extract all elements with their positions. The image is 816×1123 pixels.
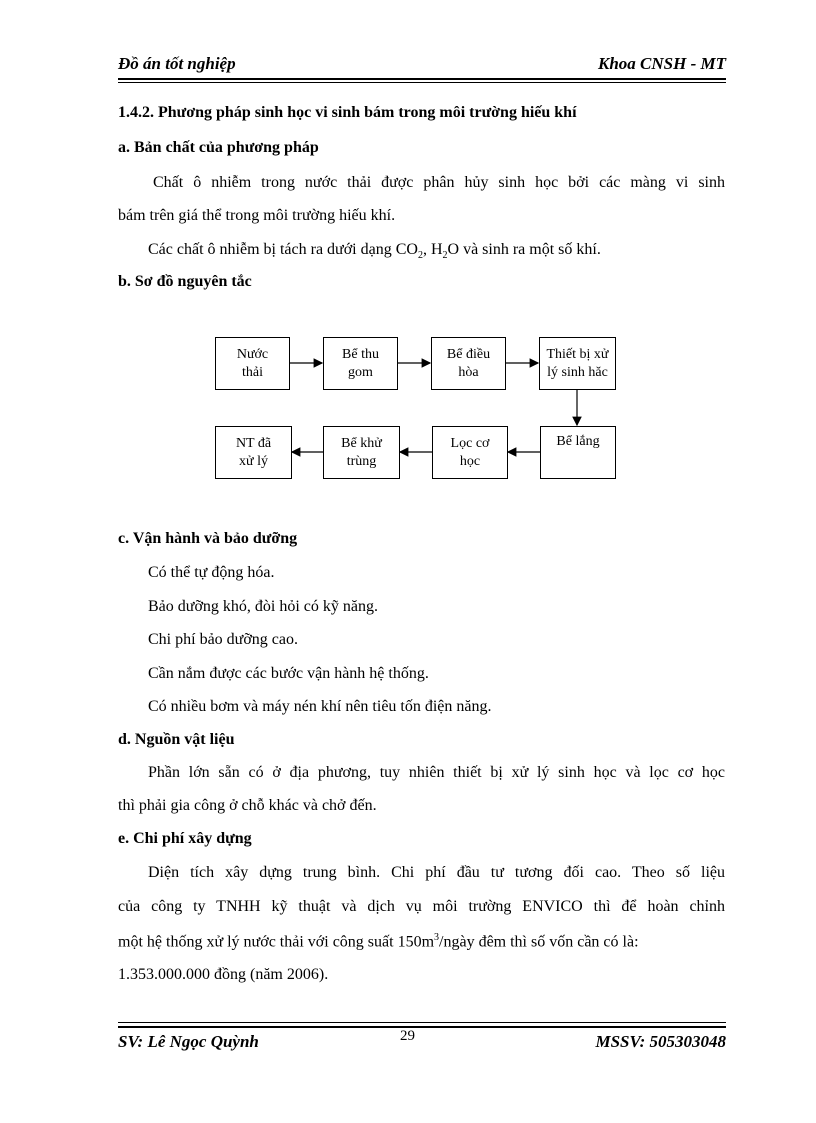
heading-a: a. Bản chất của phương pháp: [118, 139, 319, 156]
header-right: Khoa CNSH - MT: [598, 54, 726, 73]
e-line-1: Diện tích xây dựng trung bình. Chi phí đầu tư tương đối cao. Theo số liệu: [148, 864, 725, 881]
c-item-3: Chi phí bảo dưỡng cao.: [148, 631, 298, 648]
footer-rule-thin: [118, 1022, 726, 1023]
e-line-4: 1.353.000.000 đồng (năm 2006).: [118, 966, 329, 983]
box-be-lang: Bể lắng: [540, 426, 616, 479]
heading-b: b. Sơ đồ nguyên tắc: [118, 273, 252, 290]
footer-rule: [118, 1026, 726, 1028]
a-paragraph-line-2: bám trên giá thể trong môi trường hiếu khí.: [118, 207, 396, 224]
a-paragraph-2: Các chất ô nhiễm bị tách ra dưới dạng $CO_2$, $H_2O$ và sinh ra một số khí.: [148, 241, 601, 262]
c-item-5: Có nhiều bơm và máy nén khí nên tiêu tốn điện năng.: [148, 698, 492, 715]
footer-student: SV: Lê Ngọc Quỳnh: [118, 1032, 259, 1051]
heading-d: d. Nguồn vật liệu: [118, 731, 235, 748]
box-loc-co-hoc: Lọc cơ học: [432, 426, 508, 479]
footer-student-id: MSSV: 505303048: [595, 1032, 726, 1051]
c-item-1: Có thể tự động hóa.: [148, 564, 275, 581]
box-be-khu-trung: Bể khử trùng: [323, 426, 400, 479]
e-line-2: của công ty TNHH kỹ thuật và dịch vụ môi trường ENVICO thì để hoàn chỉnh: [118, 898, 725, 915]
page-number: 29: [400, 1028, 415, 1044]
box-thiet-bi-xu-ly: Thiết bị xử lý sinh hăc: [539, 337, 616, 390]
section-title: 1.4.2. Phương pháp sinh học vi sinh bám trong môi trường hiếu khí: [118, 104, 577, 121]
d-line-2: thì phải gia công ở chỗ khác và chở đến.: [118, 797, 377, 814]
c-item-2: Bảo dưỡng khó, đòi hỏi có kỹ năng.: [148, 598, 378, 615]
page-footer: [118, 1022, 726, 1062]
heading-c: c. Vận hành và bảo dưỡng: [118, 530, 298, 547]
heading-e: e. Chi phí xây dựng: [118, 830, 252, 847]
box-be-thu-gom: Bể thu gom: [323, 337, 398, 390]
box-nt-da-xu-ly: NT đã xử lý: [215, 426, 292, 479]
header-left: Đồ án tốt nghiệp: [118, 54, 236, 73]
e-line-3: một hệ thống xử lý nước thải với công suất $150m^3$/ngày đêm thì số vốn cần có là:: [118, 932, 639, 951]
box-be-dieu-hoa: Bể điều hòa: [431, 337, 506, 390]
d-line-1: Phần lớn sẵn có ở địa phương, tuy nhiên thiết bị xử lý sinh học và lọc cơ học: [148, 764, 725, 781]
a-paragraph-line-1: Chất ô nhiễm trong nước thải được phân hủy sinh học bởi các màng vi sinh: [153, 174, 725, 191]
box-nuoc-thai: Nước thải: [215, 337, 290, 390]
c-item-4: Cần nắm được các bước vận hành hệ thống.: [148, 665, 429, 682]
